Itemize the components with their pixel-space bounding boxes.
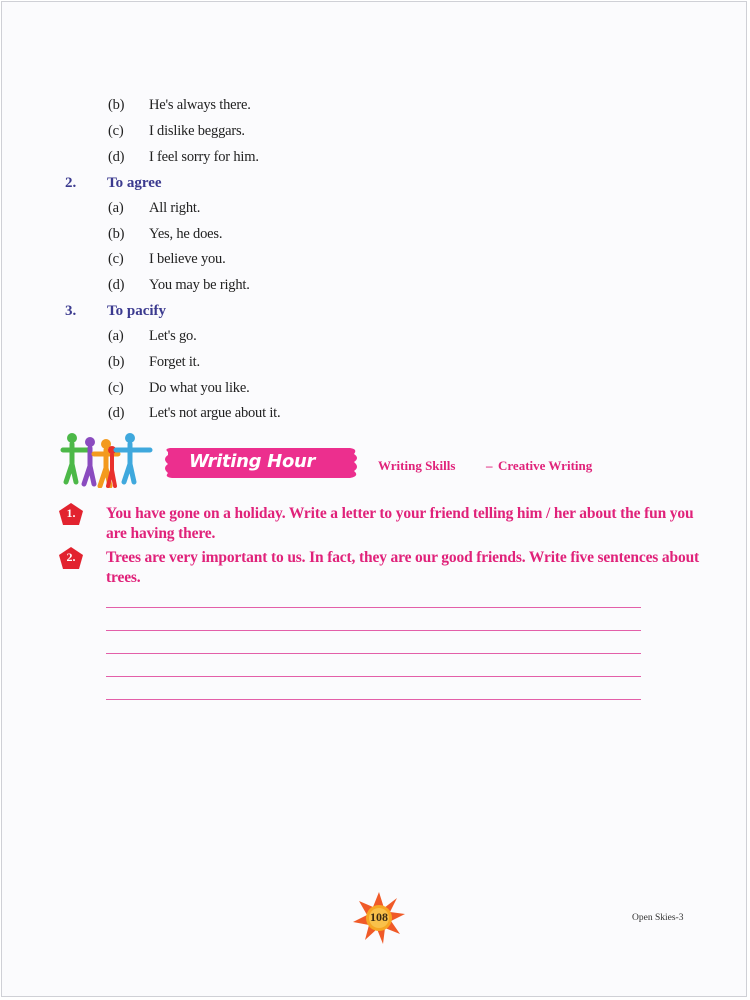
- textbook-page: [1, 1, 747, 997]
- section-2-number: 2.: [65, 175, 77, 191]
- option-label: (c): [108, 123, 124, 139]
- task-1-number-wrap: [58, 502, 84, 526]
- task-2-text: Trees are very important to us. In fact, they are our good friends. Write five sentences about trees.: [106, 549, 700, 586]
- dash-separator: –: [486, 458, 493, 473]
- answer-line[interactable]: [106, 607, 641, 608]
- answer-line[interactable]: [106, 676, 641, 677]
- option-text: You may be right.: [149, 277, 250, 293]
- option-label: (d): [108, 277, 125, 293]
- option-label: (b): [108, 226, 125, 242]
- option-text: I dislike beggars.: [149, 123, 245, 139]
- option-label: (a): [108, 200, 124, 216]
- option-text: Yes, he does.: [149, 226, 223, 242]
- option-text: I believe you.: [149, 251, 226, 267]
- writing-skills-label: Writing Skills: [378, 458, 456, 473]
- section-2-title: To agree: [107, 175, 162, 191]
- task-1-text: You have gone on a holiday. Write a letter to your friend telling him / her about the fun you are having there.: [106, 505, 694, 542]
- option-text: Forget it.: [149, 354, 200, 370]
- writing-hour-title: Writing Hour: [189, 451, 316, 472]
- section-3-title: To pacify: [107, 303, 167, 319]
- task-1-number: 1.: [66, 506, 76, 520]
- option-text: All right.: [149, 200, 201, 216]
- option-label: (c): [108, 251, 124, 267]
- option-label: (d): [108, 405, 125, 421]
- page-number: 108: [370, 910, 388, 924]
- option-text: Let's go.: [149, 328, 197, 344]
- option-label: (d): [108, 149, 125, 165]
- task-2-number: 2.: [66, 550, 76, 564]
- stick-figures-icon: [60, 430, 156, 488]
- answer-line[interactable]: [106, 699, 641, 700]
- option-label: (b): [108, 97, 125, 113]
- section-3-number: 3.: [65, 303, 77, 319]
- creative-writing-label: Creative Writing: [498, 458, 593, 473]
- option-text: I feel sorry for him.: [149, 149, 259, 165]
- book-title: Open Skies-3: [632, 913, 684, 923]
- option-text: He's always there.: [149, 97, 251, 113]
- answer-line[interactable]: [106, 630, 641, 631]
- option-text: Let's not argue about it.: [149, 405, 281, 421]
- task-2-number-wrap: [58, 546, 84, 570]
- option-text: Do what you like.: [149, 380, 250, 396]
- option-label: (c): [108, 380, 124, 396]
- answer-line[interactable]: [106, 653, 641, 654]
- option-label: (b): [108, 354, 125, 370]
- option-label: (a): [108, 328, 124, 344]
